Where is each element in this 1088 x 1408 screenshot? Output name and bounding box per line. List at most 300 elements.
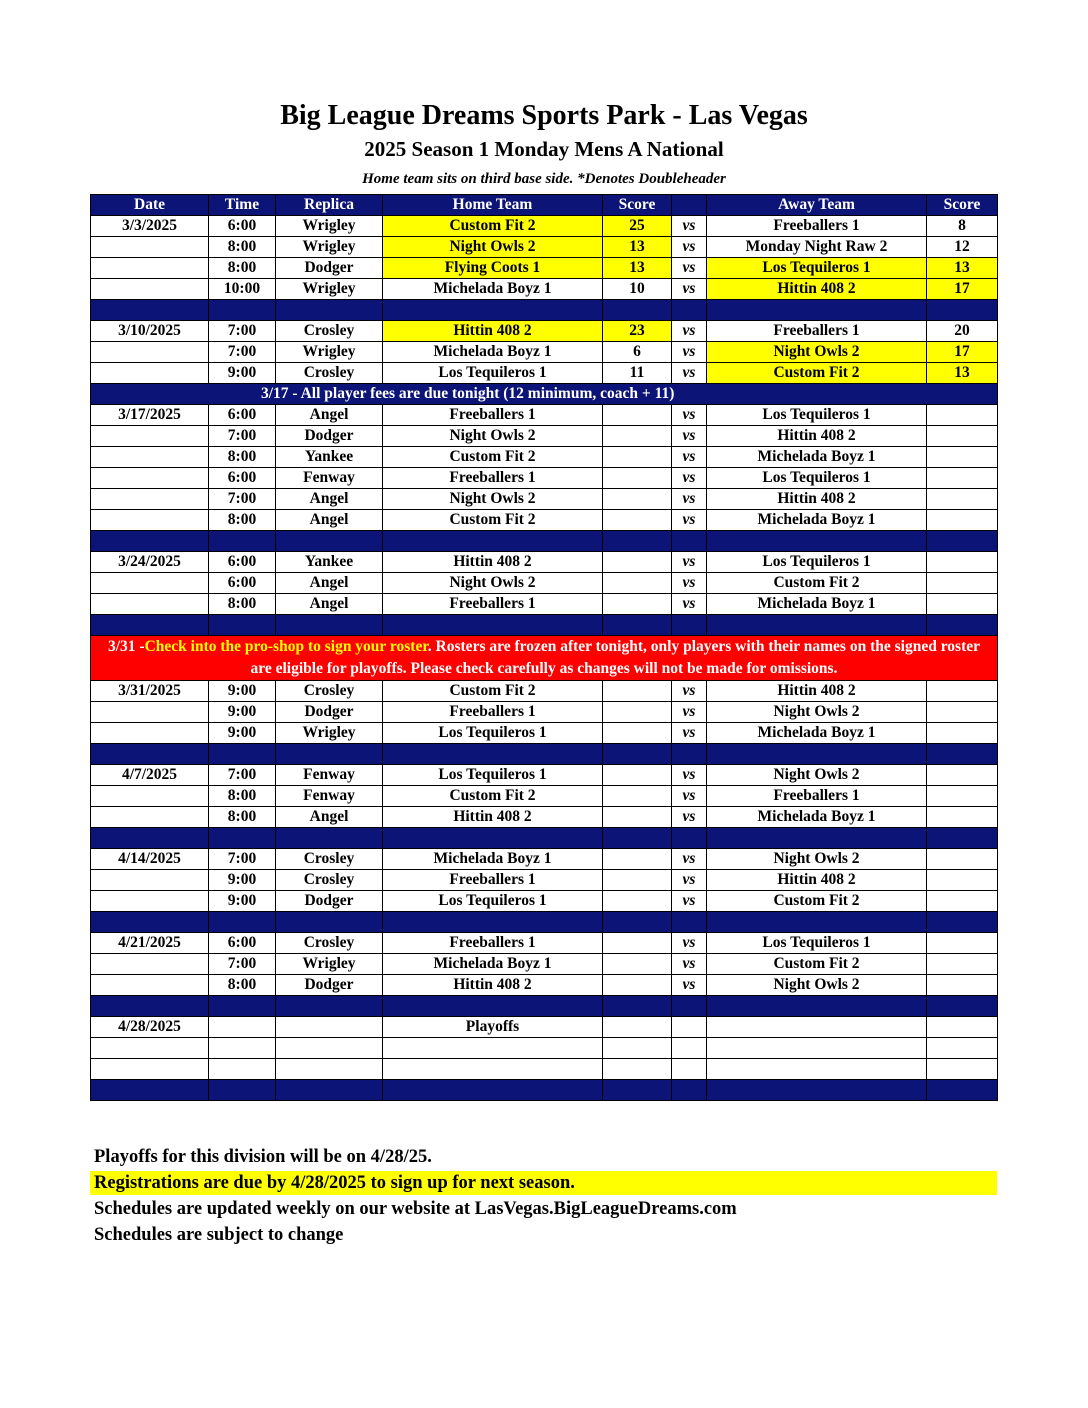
away-team <box>707 1017 927 1038</box>
separator-cell <box>603 828 672 849</box>
away-score <box>927 594 998 615</box>
separator-cell <box>276 300 383 321</box>
game-row <box>91 426 998 447</box>
roster-alert-cell <box>91 636 998 681</box>
game-row <box>91 573 998 594</box>
roster-alert-row <box>91 636 998 681</box>
game-row <box>91 552 998 573</box>
separator-cell <box>707 828 927 849</box>
game-row <box>91 681 998 702</box>
separator-cell <box>707 615 927 636</box>
away-team: Custom Fit 2 <box>707 891 927 912</box>
away-score <box>927 426 998 447</box>
separator-cell <box>707 912 927 933</box>
game-row <box>91 765 998 786</box>
separator-cell <box>276 615 383 636</box>
home-score <box>603 702 672 723</box>
home-score: 11 <box>603 363 672 384</box>
vs-label: vs <box>672 723 707 744</box>
separator-cell <box>927 996 998 1017</box>
game-date <box>91 723 209 744</box>
schedule-table <box>90 194 998 1101</box>
separator-cell <box>276 744 383 765</box>
home-team: Los Tequileros 1 <box>383 723 603 744</box>
game-field: Angel <box>276 807 383 828</box>
game-date: 3/17/2025 <box>91 405 209 426</box>
game-date: 4/21/2025 <box>91 933 209 954</box>
away-score <box>927 807 998 828</box>
away-team: Hittin 408 2 <box>707 489 927 510</box>
game-row <box>91 1059 998 1080</box>
home-team: Michelada Boyz 1 <box>383 954 603 975</box>
separator-cell <box>707 1080 927 1101</box>
separator-cell <box>603 744 672 765</box>
page-subtitle: 2025 Season 1 Monday Mens A National <box>364 137 724 161</box>
game-row <box>91 216 998 237</box>
vs-label: vs <box>672 870 707 891</box>
vs-label <box>672 1017 707 1038</box>
game-time: 7:00 <box>209 426 276 447</box>
home-team: Playoffs <box>383 1017 603 1038</box>
away-team: Michelada Boyz 1 <box>707 510 927 531</box>
game-time: 10:00 <box>209 279 276 300</box>
game-row <box>91 258 998 279</box>
away-score <box>927 681 998 702</box>
game-date <box>91 510 209 531</box>
separator-cell <box>209 615 276 636</box>
header-home-team: Home Team <box>383 195 603 216</box>
home-score: 23 <box>603 321 672 342</box>
game-field: Dodger <box>276 702 383 723</box>
game-date <box>91 468 209 489</box>
game-row <box>91 807 998 828</box>
game-date: 3/10/2025 <box>91 321 209 342</box>
vs-label: vs <box>672 954 707 975</box>
home-team: Night Owls 2 <box>383 573 603 594</box>
game-field: Wrigley <box>276 216 383 237</box>
game-time: 9:00 <box>209 702 276 723</box>
game-row <box>91 363 998 384</box>
away-score <box>927 954 998 975</box>
away-score: 12 <box>927 237 998 258</box>
home-score <box>603 954 672 975</box>
game-field: Dodger <box>276 426 383 447</box>
home-team: Michelada Boyz 1 <box>383 279 603 300</box>
away-score <box>927 573 998 594</box>
separator-cell <box>383 1080 603 1101</box>
game-date: 3/3/2025 <box>91 216 209 237</box>
vs-label <box>672 1038 707 1059</box>
away-score: 13 <box>927 363 998 384</box>
home-team: Night Owls 2 <box>383 426 603 447</box>
game-time: 9:00 <box>209 870 276 891</box>
away-score <box>927 468 998 489</box>
vs-label: vs <box>672 279 707 300</box>
game-time: 8:00 <box>209 807 276 828</box>
home-score <box>603 870 672 891</box>
away-score <box>927 405 998 426</box>
away-score: 8 <box>927 216 998 237</box>
schedule-body <box>91 216 998 1101</box>
separator-cell <box>707 744 927 765</box>
separator-cell <box>91 912 209 933</box>
game-time: 6:00 <box>209 468 276 489</box>
vs-label: vs <box>672 426 707 447</box>
game-time: 6:00 <box>209 552 276 573</box>
home-team: Freeballers 1 <box>383 594 603 615</box>
separator-cell <box>91 828 209 849</box>
game-row <box>91 489 998 510</box>
game-field: Angel <box>276 489 383 510</box>
header-date: Date <box>91 195 209 216</box>
game-row <box>91 1017 998 1038</box>
game-date <box>91 807 209 828</box>
separator-cell <box>276 996 383 1017</box>
game-date: 4/14/2025 <box>91 849 209 870</box>
away-team: Night Owls 2 <box>707 765 927 786</box>
header-row <box>91 195 998 216</box>
game-time: 6:00 <box>209 933 276 954</box>
vs-label: vs <box>672 258 707 279</box>
away-team: Michelada Boyz 1 <box>707 447 927 468</box>
away-team: Custom Fit 2 <box>707 954 927 975</box>
separator-cell <box>91 1080 209 1101</box>
home-score <box>603 891 672 912</box>
game-date <box>91 489 209 510</box>
header-vs <box>672 195 707 216</box>
home-team: Michelada Boyz 1 <box>383 342 603 363</box>
home-score <box>603 552 672 573</box>
game-field: Yankee <box>276 552 383 573</box>
away-team: Monday Night Raw 2 <box>707 237 927 258</box>
away-team: Los Tequileros 1 <box>707 468 927 489</box>
home-team <box>383 1038 603 1059</box>
game-field: Wrigley <box>276 342 383 363</box>
game-row <box>91 975 998 996</box>
game-row <box>91 891 998 912</box>
away-team: Night Owls 2 <box>707 849 927 870</box>
separator-cell <box>603 300 672 321</box>
away-team: Hittin 408 2 <box>707 870 927 891</box>
separator-cell <box>927 1080 998 1101</box>
game-time: 8:00 <box>209 975 276 996</box>
away-score <box>927 786 998 807</box>
game-row <box>91 237 998 258</box>
vs-label: vs <box>672 489 707 510</box>
game-date <box>91 573 209 594</box>
separator-cell <box>707 996 927 1017</box>
vs-label: vs <box>672 510 707 531</box>
away-score <box>927 723 998 744</box>
away-team: Night Owls 2 <box>707 975 927 996</box>
game-field: Fenway <box>276 786 383 807</box>
game-time: 7:00 <box>209 489 276 510</box>
home-score <box>603 933 672 954</box>
game-time: 9:00 <box>209 681 276 702</box>
game-date <box>91 891 209 912</box>
away-team: Custom Fit 2 <box>707 363 927 384</box>
home-team: Freeballers 1 <box>383 870 603 891</box>
game-row <box>91 702 998 723</box>
vs-label: vs <box>672 237 707 258</box>
game-date <box>91 975 209 996</box>
separator-cell <box>383 531 603 552</box>
game-field: Dodger <box>276 975 383 996</box>
alert-text: . Rosters are frozen after tonight, only players with their names on the signed roster are eligible for playoffs. Please check carefully as changes will not be made for omissions. <box>250 638 980 677</box>
game-time <box>209 1038 276 1059</box>
game-date <box>91 363 209 384</box>
game-time: 6:00 <box>209 573 276 594</box>
header-away-team: Away Team <box>707 195 927 216</box>
away-team: Night Owls 2 <box>707 702 927 723</box>
header-replica: Replica <box>276 195 383 216</box>
home-team: Los Tequileros 1 <box>383 363 603 384</box>
separator-cell <box>927 615 998 636</box>
game-date <box>91 1038 209 1059</box>
vs-label: vs <box>672 765 707 786</box>
away-score <box>927 975 998 996</box>
game-date <box>91 702 209 723</box>
separator-cell <box>209 912 276 933</box>
vs-label: vs <box>672 552 707 573</box>
home-team: Freeballers 1 <box>383 702 603 723</box>
game-date <box>91 786 209 807</box>
game-row <box>91 405 998 426</box>
header-home-score: Score <box>603 195 672 216</box>
game-row <box>91 279 998 300</box>
home-score: 13 <box>603 258 672 279</box>
home-team: Freeballers 1 <box>383 405 603 426</box>
game-field: Angel <box>276 510 383 531</box>
home-score: 6 <box>603 342 672 363</box>
separator-cell <box>672 912 707 933</box>
game-field: Angel <box>276 594 383 615</box>
game-date: 4/28/2025 <box>91 1017 209 1038</box>
away-team: Hittin 408 2 <box>707 426 927 447</box>
game-date: 4/7/2025 <box>91 765 209 786</box>
game-row <box>91 1038 998 1059</box>
game-field <box>276 1059 383 1080</box>
game-time: 7:00 <box>209 954 276 975</box>
away-score <box>927 870 998 891</box>
game-time: 8:00 <box>209 237 276 258</box>
game-field: Fenway <box>276 765 383 786</box>
home-score <box>603 405 672 426</box>
game-date: 3/24/2025 <box>91 552 209 573</box>
game-field: Wrigley <box>276 279 383 300</box>
footer-registration-note: Registrations are due by 4/28/2025 to sign up for next season. <box>90 1171 997 1195</box>
game-time: 8:00 <box>209 510 276 531</box>
game-time: 9:00 <box>209 363 276 384</box>
home-score <box>603 594 672 615</box>
notice-text: 3/17 - All player fees are due tonight (12 minimum, coach + 11) <box>261 385 675 402</box>
notice-row <box>91 384 998 405</box>
game-field: Wrigley <box>276 723 383 744</box>
separator-cell <box>383 300 603 321</box>
home-team: Custom Fit 2 <box>383 216 603 237</box>
game-date <box>91 447 209 468</box>
home-score <box>603 765 672 786</box>
home-score <box>603 447 672 468</box>
separator-row <box>91 912 998 933</box>
away-score <box>927 849 998 870</box>
away-team: Freeballers 1 <box>707 786 927 807</box>
away-team: Michelada Boyz 1 <box>707 594 927 615</box>
home-team: Freeballers 1 <box>383 933 603 954</box>
separator-cell <box>276 1080 383 1101</box>
away-score <box>927 702 998 723</box>
home-score <box>603 849 672 870</box>
game-time <box>209 1017 276 1038</box>
game-field: Crosley <box>276 849 383 870</box>
vs-label: vs <box>672 342 707 363</box>
game-row <box>91 468 998 489</box>
game-time: 8:00 <box>209 447 276 468</box>
separator-cell <box>276 531 383 552</box>
game-time: 8:00 <box>209 786 276 807</box>
game-date <box>91 954 209 975</box>
separator-row <box>91 1080 998 1101</box>
separator-cell <box>91 615 209 636</box>
away-score <box>927 489 998 510</box>
vs-label: vs <box>672 849 707 870</box>
away-team: Freeballers 1 <box>707 216 927 237</box>
home-score <box>603 807 672 828</box>
alert-prefix: 3/31 - <box>108 638 145 655</box>
separator-cell <box>707 531 927 552</box>
game-field: Crosley <box>276 321 383 342</box>
separator-cell <box>672 615 707 636</box>
home-team: Los Tequileros 1 <box>383 891 603 912</box>
game-field: Crosley <box>276 870 383 891</box>
away-team: Michelada Boyz 1 <box>707 723 927 744</box>
vs-label: vs <box>672 573 707 594</box>
separator-cell <box>209 1080 276 1101</box>
game-date <box>91 870 209 891</box>
home-score <box>603 1038 672 1059</box>
separator-cell <box>603 1080 672 1101</box>
separator-cell <box>383 912 603 933</box>
away-score <box>927 933 998 954</box>
home-score: 10 <box>603 279 672 300</box>
footer-website-note: Schedules are updated weekly on our website at LasVegas.BigLeagueDreams.com <box>94 1199 737 1219</box>
home-team: Hittin 408 2 <box>383 807 603 828</box>
away-score <box>927 1017 998 1038</box>
separator-row <box>91 300 998 321</box>
game-date <box>91 279 209 300</box>
home-score <box>603 489 672 510</box>
game-field: Wrigley <box>276 237 383 258</box>
game-field <box>276 1017 383 1038</box>
game-row <box>91 723 998 744</box>
away-team <box>707 1059 927 1080</box>
separator-cell <box>603 912 672 933</box>
home-team: Michelada Boyz 1 <box>383 849 603 870</box>
game-field: Crosley <box>276 681 383 702</box>
game-time: 8:00 <box>209 594 276 615</box>
game-time <box>209 1059 276 1080</box>
home-score <box>603 681 672 702</box>
separator-cell <box>209 828 276 849</box>
home-team: Flying Coots 1 <box>383 258 603 279</box>
vs-label: vs <box>672 786 707 807</box>
game-date <box>91 426 209 447</box>
home-score <box>603 510 672 531</box>
home-score <box>603 468 672 489</box>
vs-label: vs <box>672 216 707 237</box>
separator-cell <box>603 531 672 552</box>
home-team: Night Owls 2 <box>383 489 603 510</box>
game-row <box>91 954 998 975</box>
notice-cell <box>91 384 998 405</box>
separator-cell <box>672 996 707 1017</box>
home-team: Freeballers 1 <box>383 468 603 489</box>
away-team: Michelada Boyz 1 <box>707 807 927 828</box>
vs-label: vs <box>672 807 707 828</box>
separator-row <box>91 615 998 636</box>
separator-row <box>91 996 998 1017</box>
game-time: 8:00 <box>209 258 276 279</box>
separator-cell <box>383 996 603 1017</box>
separator-cell <box>927 300 998 321</box>
away-score <box>927 1038 998 1059</box>
separator-cell <box>927 531 998 552</box>
home-team: Hittin 408 2 <box>383 321 603 342</box>
vs-label: vs <box>672 468 707 489</box>
separator-cell <box>383 744 603 765</box>
game-date <box>91 1059 209 1080</box>
game-field: Crosley <box>276 363 383 384</box>
separator-cell <box>91 996 209 1017</box>
home-score <box>603 426 672 447</box>
separator-cell <box>927 912 998 933</box>
game-field: Yankee <box>276 447 383 468</box>
home-team: Los Tequileros 1 <box>383 765 603 786</box>
vs-label: vs <box>672 363 707 384</box>
home-team: Hittin 408 2 <box>383 552 603 573</box>
away-team: Los Tequileros 1 <box>707 405 927 426</box>
vs-label <box>672 1059 707 1080</box>
away-score: 17 <box>927 342 998 363</box>
page-title: Big League Dreams Sports Park - Las Vegas <box>280 100 808 131</box>
home-score: 13 <box>603 237 672 258</box>
footer-change-note: Schedules are subject to change <box>94 1225 344 1245</box>
home-score <box>603 1059 672 1080</box>
game-time: 7:00 <box>209 765 276 786</box>
home-team: Custom Fit 2 <box>383 681 603 702</box>
separator-cell <box>209 744 276 765</box>
game-field: Angel <box>276 573 383 594</box>
separator-cell <box>603 996 672 1017</box>
separator-row <box>91 744 998 765</box>
game-field: Wrigley <box>276 954 383 975</box>
game-row <box>91 933 998 954</box>
game-row <box>91 447 998 468</box>
game-field: Angel <box>276 405 383 426</box>
separator-row <box>91 828 998 849</box>
vs-label: vs <box>672 321 707 342</box>
home-team: Hittin 408 2 <box>383 975 603 996</box>
separator-cell <box>91 300 209 321</box>
separator-cell <box>383 828 603 849</box>
home-score <box>603 1017 672 1038</box>
game-field: Dodger <box>276 258 383 279</box>
away-score: 20 <box>927 321 998 342</box>
vs-label: vs <box>672 681 707 702</box>
separator-cell <box>672 531 707 552</box>
away-team: Los Tequileros 1 <box>707 258 927 279</box>
separator-cell <box>209 531 276 552</box>
